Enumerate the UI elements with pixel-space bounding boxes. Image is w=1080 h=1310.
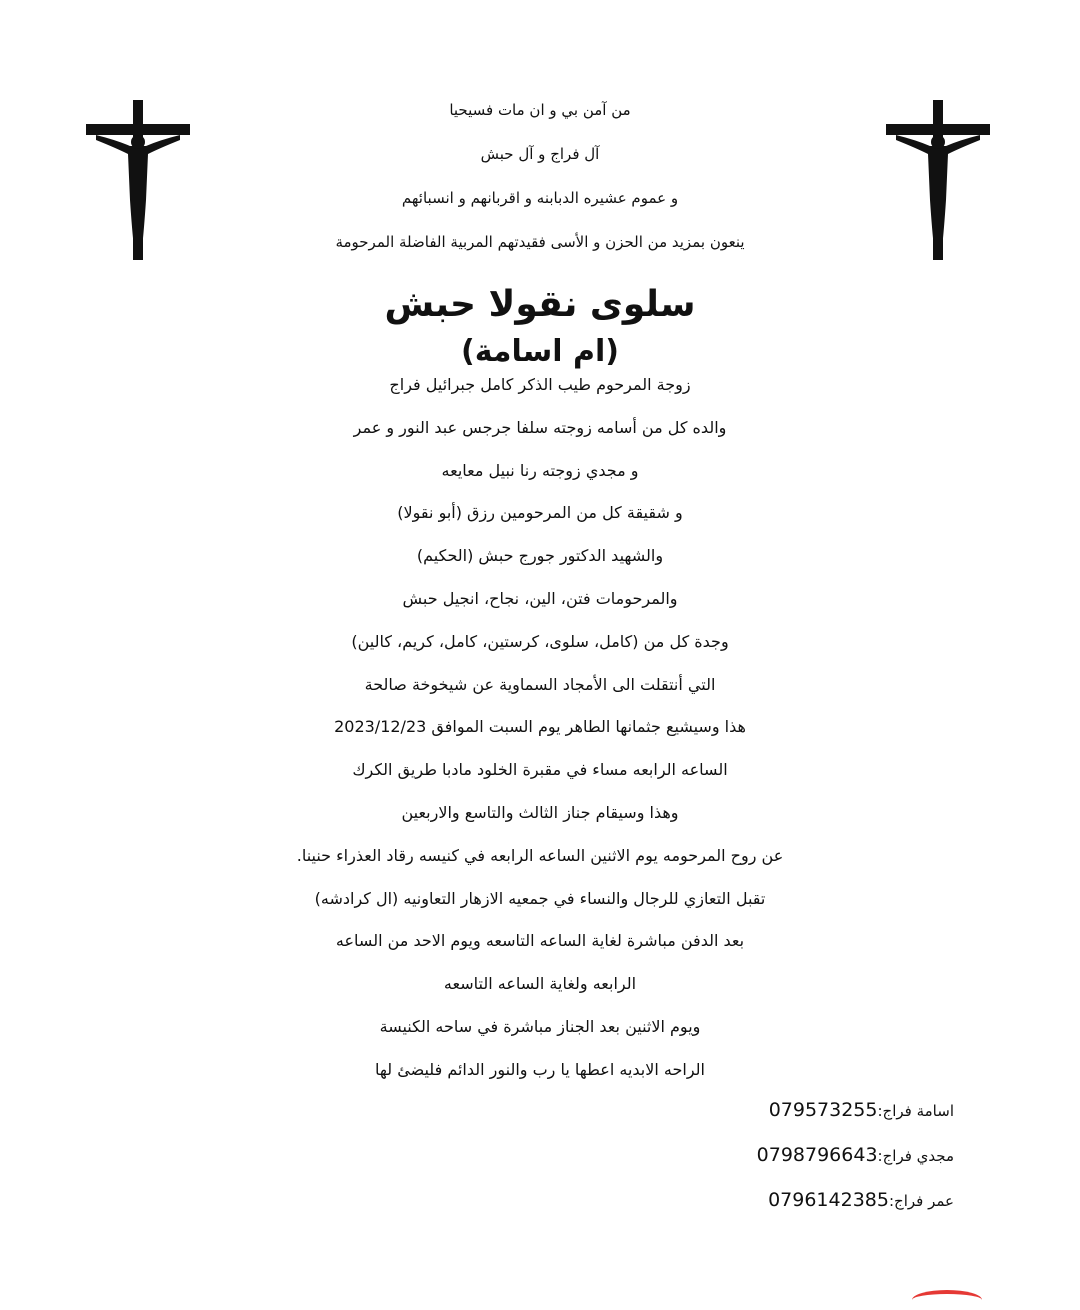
detail-line: الساعه الرابعه مساء في مقبرة الخلود مادبا طريق الكرك <box>352 760 728 780</box>
contact-name: عمر فراج: <box>888 1192 954 1210</box>
announcement-line: ينعون بمزيد من الحزن و الأسى فقيدتهم المربية الفاضلة المرحومة <box>335 233 745 251</box>
detail-line: هذا وسيشيع جثمانها الطاهر يوم السبت الموافق 2023/12/23 <box>334 717 746 737</box>
corner-decoration <box>912 1290 982 1310</box>
detail-line: تقبل التعازي للرجال والنساء في جمعيه الازهار التعاونيه (ال كرادشه) <box>314 888 766 908</box>
detail-line: و شقيقة كل من المرحومين رزق (أبو نقولا) <box>397 503 683 523</box>
detail-line: وجدة كل من (كامل، سلوى، كرستين، كامل، كريم، كالين) <box>351 631 729 651</box>
clans-line: و عموم عشيره الدبابنه و اقربانهم و انسبائهم <box>401 189 679 207</box>
detail-line: الراحه الابديه اعطها يا رب والنور الدائم فليضئ لها <box>375 1059 705 1079</box>
intro-block <box>0 88 1080 264</box>
verse-line: من آمن بي و ان مات فسيحيا <box>449 101 631 119</box>
contact-name: مجدي فراج: <box>877 1147 954 1165</box>
detail-line: الرابعه ولغاية الساعه التاسعه <box>443 974 637 994</box>
detail-line: والشهيد الدكتور جورج حبش (الحكيم) <box>416 546 664 566</box>
contact-row <box>757 1133 954 1178</box>
deceased-name: سلوى نقولا حبش <box>384 284 696 325</box>
families-line: آل فراج و آل حبش <box>480 145 600 163</box>
detail-line: بعد الدفن مباشرة لغاية الساعه التاسعه ويوم الاحد من الساعه <box>335 931 745 951</box>
detail-line: زوجة المرحوم طيب الذكر كامل جبرائيل فراج <box>389 375 691 394</box>
contact-phone[interactable]: 079573255 <box>768 1099 878 1121</box>
contact-phone[interactable]: 0796142385 <box>768 1189 889 1211</box>
deceased-nickname: (ام اسامة) <box>461 334 619 369</box>
contacts-block <box>757 1088 954 1223</box>
detail-line: و مجدي زوجته رنا نبيل معايعه <box>441 460 639 480</box>
contact-row <box>757 1178 954 1223</box>
contact-row <box>757 1088 954 1133</box>
detail-line: والده كل من أسامه زوجته سلفا جرجس عبد النور و عمر <box>353 417 727 437</box>
detail-line: عن روح المرحومه يوم الاثنين الساعه الرابعه في كنيسه رقاد العذراء حنينا. <box>296 845 784 865</box>
contact-phone[interactable]: 0798796643 <box>756 1144 878 1166</box>
detail-line: وهذا وسيقام جناز الثالث والتاسع والاربعين <box>401 802 679 822</box>
details-block <box>0 364 1080 1092</box>
detail-line: التي أنتقلت الى الأمجاد السماوية عن شيخوخة صالحة <box>364 674 716 694</box>
detail-line: والمرحومات فتن، الين، نجاح، انجيل حبش <box>402 588 678 608</box>
contact-name: اسامة فراج: <box>877 1102 954 1120</box>
detail-line: ويوم الاثنين بعد الجناز مباشرة في ساحه الكنيسة <box>379 1016 701 1036</box>
